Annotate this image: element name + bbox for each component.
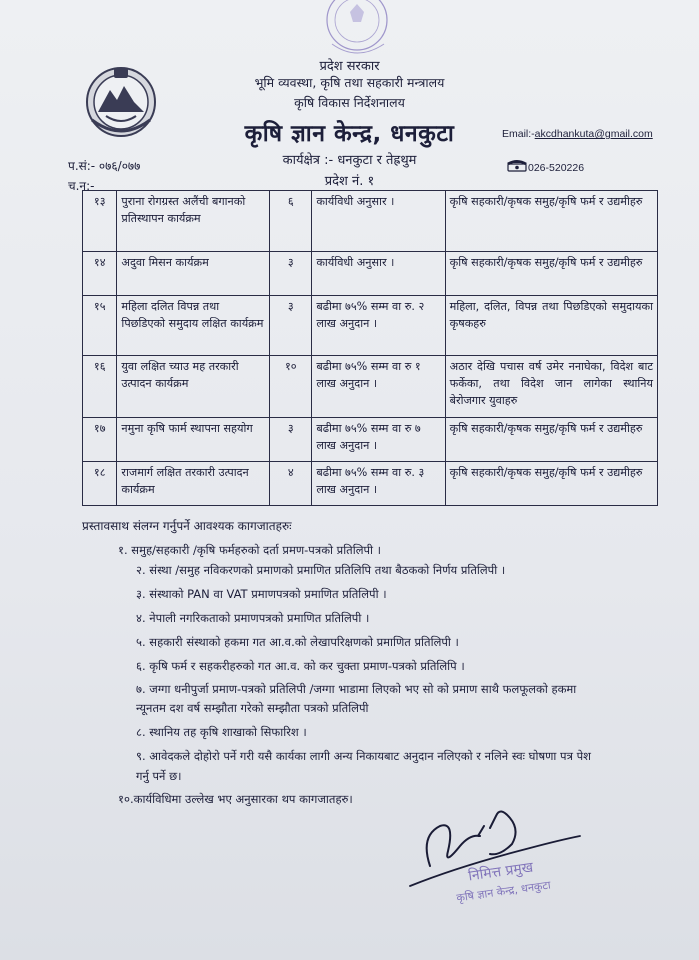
table-row [83,462,658,506]
email-address[interactable]: akcdhankuta@gmail.com [534,128,653,140]
program-cell: पुराना रोगग्रस्त अलैंची बगानको प्रतिस्थापन कार्यक्रम [117,191,270,252]
grant-cell: बढीमा ७५% सम्म वा रु. २ लाख अनुदान । [312,296,445,356]
program-cell: युवा लक्षित च्याउ मह तरकारी उत्पादन कार्यक्रम [117,356,270,418]
email-label: Email:- [502,128,535,140]
table-row [83,418,658,462]
list-item: ६. कृषि फर्म र सहकरीहरुको गत आ.व. को कर चुक्ता प्रमाण-पत्रको प्रतिलिपि । [136,659,465,673]
list-item: २. संस्था /समुह नविकरणको प्रमाणको प्रमाणित प्रतिलिपि तथा बैठकको निर्णय प्रतिलिपी । [136,563,506,577]
grant-cell: कार्यविधी अनुसार । [312,191,445,252]
count-cell: १० [270,356,312,418]
stamp-line-1: निमित्त प्रमुख [467,859,535,885]
program-cell: नमुना कृषि फार्म स्थापना सहयोग [117,418,270,462]
office-stamp [440,856,590,916]
list-item: ९. आवेदकले दोहोरो पर्ने गरी यसै कार्यका लागी अन्य निकायबाट अनुदान नलिएको र नलिने स्वः घोषणा पत्र पेश [136,749,591,763]
directorate-label: कृषि विकास निर्देशनालय [294,95,405,110]
list-item: १०.कार्यविधिमा उल्लेख भए अनुसारका थप कागजातहरु। [118,792,353,806]
program-table [82,190,658,506]
email-contact [502,128,653,140]
stamp-line-2: कृषि ज्ञान केन्द्र, धनकुटा [455,878,552,905]
list-item: ८. स्थानिय तह कृषि शाखाको सिफारिश । [136,725,307,739]
table-row [83,296,658,356]
grant-cell: बढीमा ७५% सम्म वा रु ७ लाख अनुदान । [312,418,445,462]
list-item: १. समुह/सहकारी /कृषि फर्महरुको दर्ता प्रमण-पत्रको प्रतिलिपी । [118,543,382,557]
phone-number: 026-520226 [528,162,585,174]
grant-cell: बढीमा ७५% सम्म वा रु. ३ लाख अनुदान । [312,462,445,506]
list-item: ३. संस्थाको PAN वा VAT प्रमाणपत्रको प्रमाणित प्रतिलिपी । [136,587,387,601]
count-cell: ६ [270,191,312,252]
list-item: ४. नेपाली नगरिकताको प्रमाणपत्रको प्रमाणित प्रतिलिपी । [136,611,370,625]
target-cell: कृषि सहकारी/कृषक समुह/कृषि फर्म र उद्यमीहरु [445,418,657,462]
office-title: कृषि ज्ञान केन्द्र, धनकुटा [244,121,455,147]
grant-cell: बढीमा ७५% सम्म वा रु १ लाख अनुदान । [312,356,445,418]
government-label: प्रदेश सरकार [319,59,380,74]
serial-cell: १६ [83,356,117,418]
work-area-label: कार्यक्षेत्र :- धनकुटा र तेह्रथुम [282,153,417,168]
telephone-icon [506,158,528,172]
grant-cell: कार्यविधी अनुसार । [312,252,445,296]
program-cell: महिला दलित विपन्न तथा पिछडिएको समुदाय लक्षित कार्यक्रम [117,296,270,356]
table-row [83,191,658,252]
serial-cell: १४ [83,252,117,296]
office-seal-stamp [292,0,422,64]
letter-ref-number: प.सं:- ०७६/०७७ [68,159,141,173]
count-cell: ३ [270,252,312,296]
list-item: गर्नु पर्ने छ। [136,769,182,783]
list-item: न्यूनतम दश वर्ष सम्झौता गरेको सम्झौता पत्रको प्रतिलिपी [136,701,369,715]
serial-cell: १५ [83,296,117,356]
serial-cell: १३ [83,191,117,252]
target-cell: महिला, दलित, विपन्न तथा पिछडिएको समुदायका कृषकहरु [445,296,657,356]
count-cell: ३ [270,296,312,356]
list-item: ५. सहकारी संस्थाको हकमा गत आ.व.को लेखापरिक्षणको प्रमाणित प्रतिलिपी । [136,635,459,649]
count-cell: ४ [270,462,312,506]
documents-heading: प्रस्तावसाथ संलग्न गर्नुपर्ने आवश्यक कागजातहरुः [82,519,292,533]
ministry-label: भूमि व्यवस्था, कृषि तथा सहकारी मन्त्रालय [254,75,445,90]
target-cell: अठार देखि पचास वर्ष उमेर ननाघेका, विदेश बाट फर्केका, तथा विदेश जान लागेका स्थानिय बेरोजगार युवाहरु [445,356,657,418]
program-cell: अदुवा मिसन कार्यक्रम [117,252,270,296]
serial-cell: १७ [83,418,117,462]
table-row [83,252,658,296]
list-item: ७. जग्गा धनीपुर्जा प्रमाण-पत्रको प्रतिलिपी /जग्गा भाडामा लिएको भए सो को प्रमाण साथै फलफूलको हकमा [136,682,577,696]
target-cell: कृषि सहकारी/कृषक समुह/कृषि फर्म र उद्यमीहरु [445,191,657,252]
table-row [83,356,658,418]
target-cell: कृषि सहकारी/कृषक समुह/कृषि फर्म र उद्यमीहरु [445,252,657,296]
dispatch-number: च.न:- [68,179,95,193]
province-label: प्रदेश नं. १ [324,174,375,189]
count-cell: ३ [270,418,312,462]
program-cell: राजमार्ग लक्षित तरकारी उत्पादन कार्यक्रम [117,462,270,506]
target-cell: कृषि सहकारी/कृषक समुह/कृषि फर्म र उद्यमीहरु [445,462,657,506]
serial-cell: १८ [83,462,117,506]
